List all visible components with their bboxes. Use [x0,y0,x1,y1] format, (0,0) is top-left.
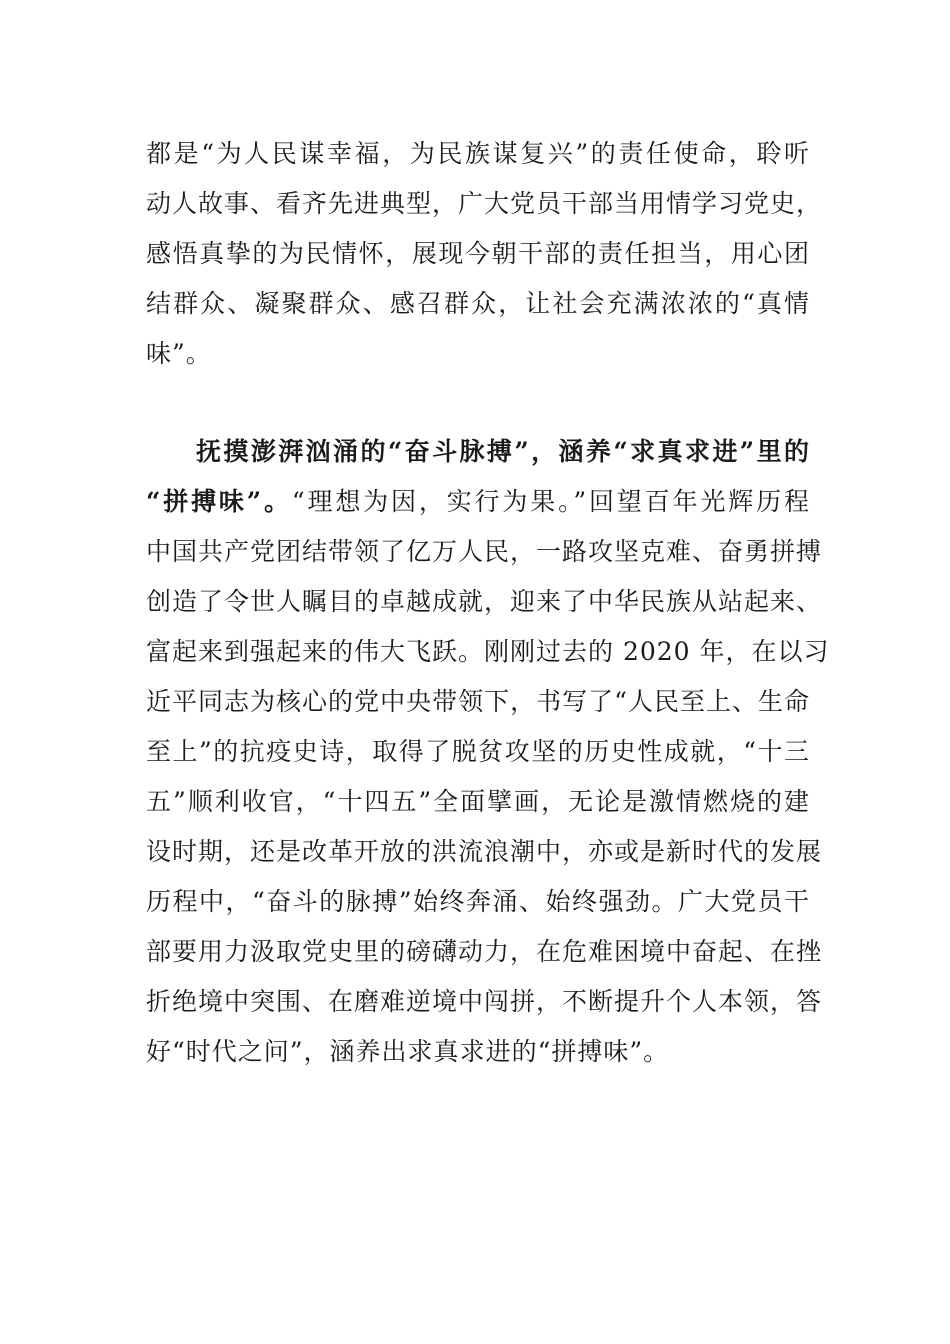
paragraph-2-line-2-rest: “理想为因，实行为果。”回望百年光辉历程 [291,487,810,516]
paragraph-2-line-12: 折绝境中突围、在磨难逆境中闯拼，不断提升个人本领，答 [146,987,823,1016]
paragraph-2-line-9: 设时期，还是改革开放的洪流浪潮中，亦或是新时代的发展 [146,837,823,866]
paragraph-2-line-11: 部要用力汲取党史里的磅礴动力，在危难困境中奋起、在挫 [146,937,823,966]
paragraph-2-line-4: 创造了令世人瞩目的卓越成就，迎来了中华民族从站起来、 [146,587,823,616]
paragraph-2-heading-line-1: 抚摸澎湃汹涌的“奋斗脉搏”，涵养“求真求进”里的 [196,437,810,466]
paragraph-2-line-3: 中国共产党团结带领了亿万人民，一路攻坚克难、奋勇拼搏 [146,537,823,566]
paragraph-1-line-5: 味”。 [146,339,212,368]
paragraph-1-line-4: 结群众、凝聚群众、感召群众，让社会充满浓浓的“真情 [146,289,810,318]
paragraph-2-heading-line-2: “拼搏味”。 [146,487,292,516]
paragraph-2-line-8: 五”顺利收官，“十四五”全面擘画，无论是激情燃烧的建 [146,787,810,816]
paragraph-1-line-3: 感悟真挚的为民情怀，展现今朝干部的责任担当，用心团 [146,239,810,268]
paragraph-2-line-6: 近平同志为核心的党中央带领下，书写了“人民至上、生命 [146,687,810,716]
paragraph-2-line-5: 富起来到强起来的伟大飞跃。刚刚过去的 2020 年，在以习 [146,637,830,666]
paragraph-1-line-2: 动人故事、看齐先进典型，广大党员干部当用情学习党史， [146,189,823,218]
paragraph-2-line-13: 好“时代之问”，涵养出求真求进的“拼搏味”。 [146,1037,670,1066]
paragraph-1-line-1: 都是“为人民谋幸福，为民族谋复兴”的责任使命，聆听 [146,139,810,168]
paragraph-2-line-10: 历程中，“奋斗的脉搏”始终奔涌、始终强劲。广大党员干 [146,887,810,916]
paragraph-2-line-2 [146,482,810,522]
paragraph-2-line-7: 至上”的抗疫史诗，取得了脱贫攻坚的历史性成就，“十三 [146,737,810,766]
